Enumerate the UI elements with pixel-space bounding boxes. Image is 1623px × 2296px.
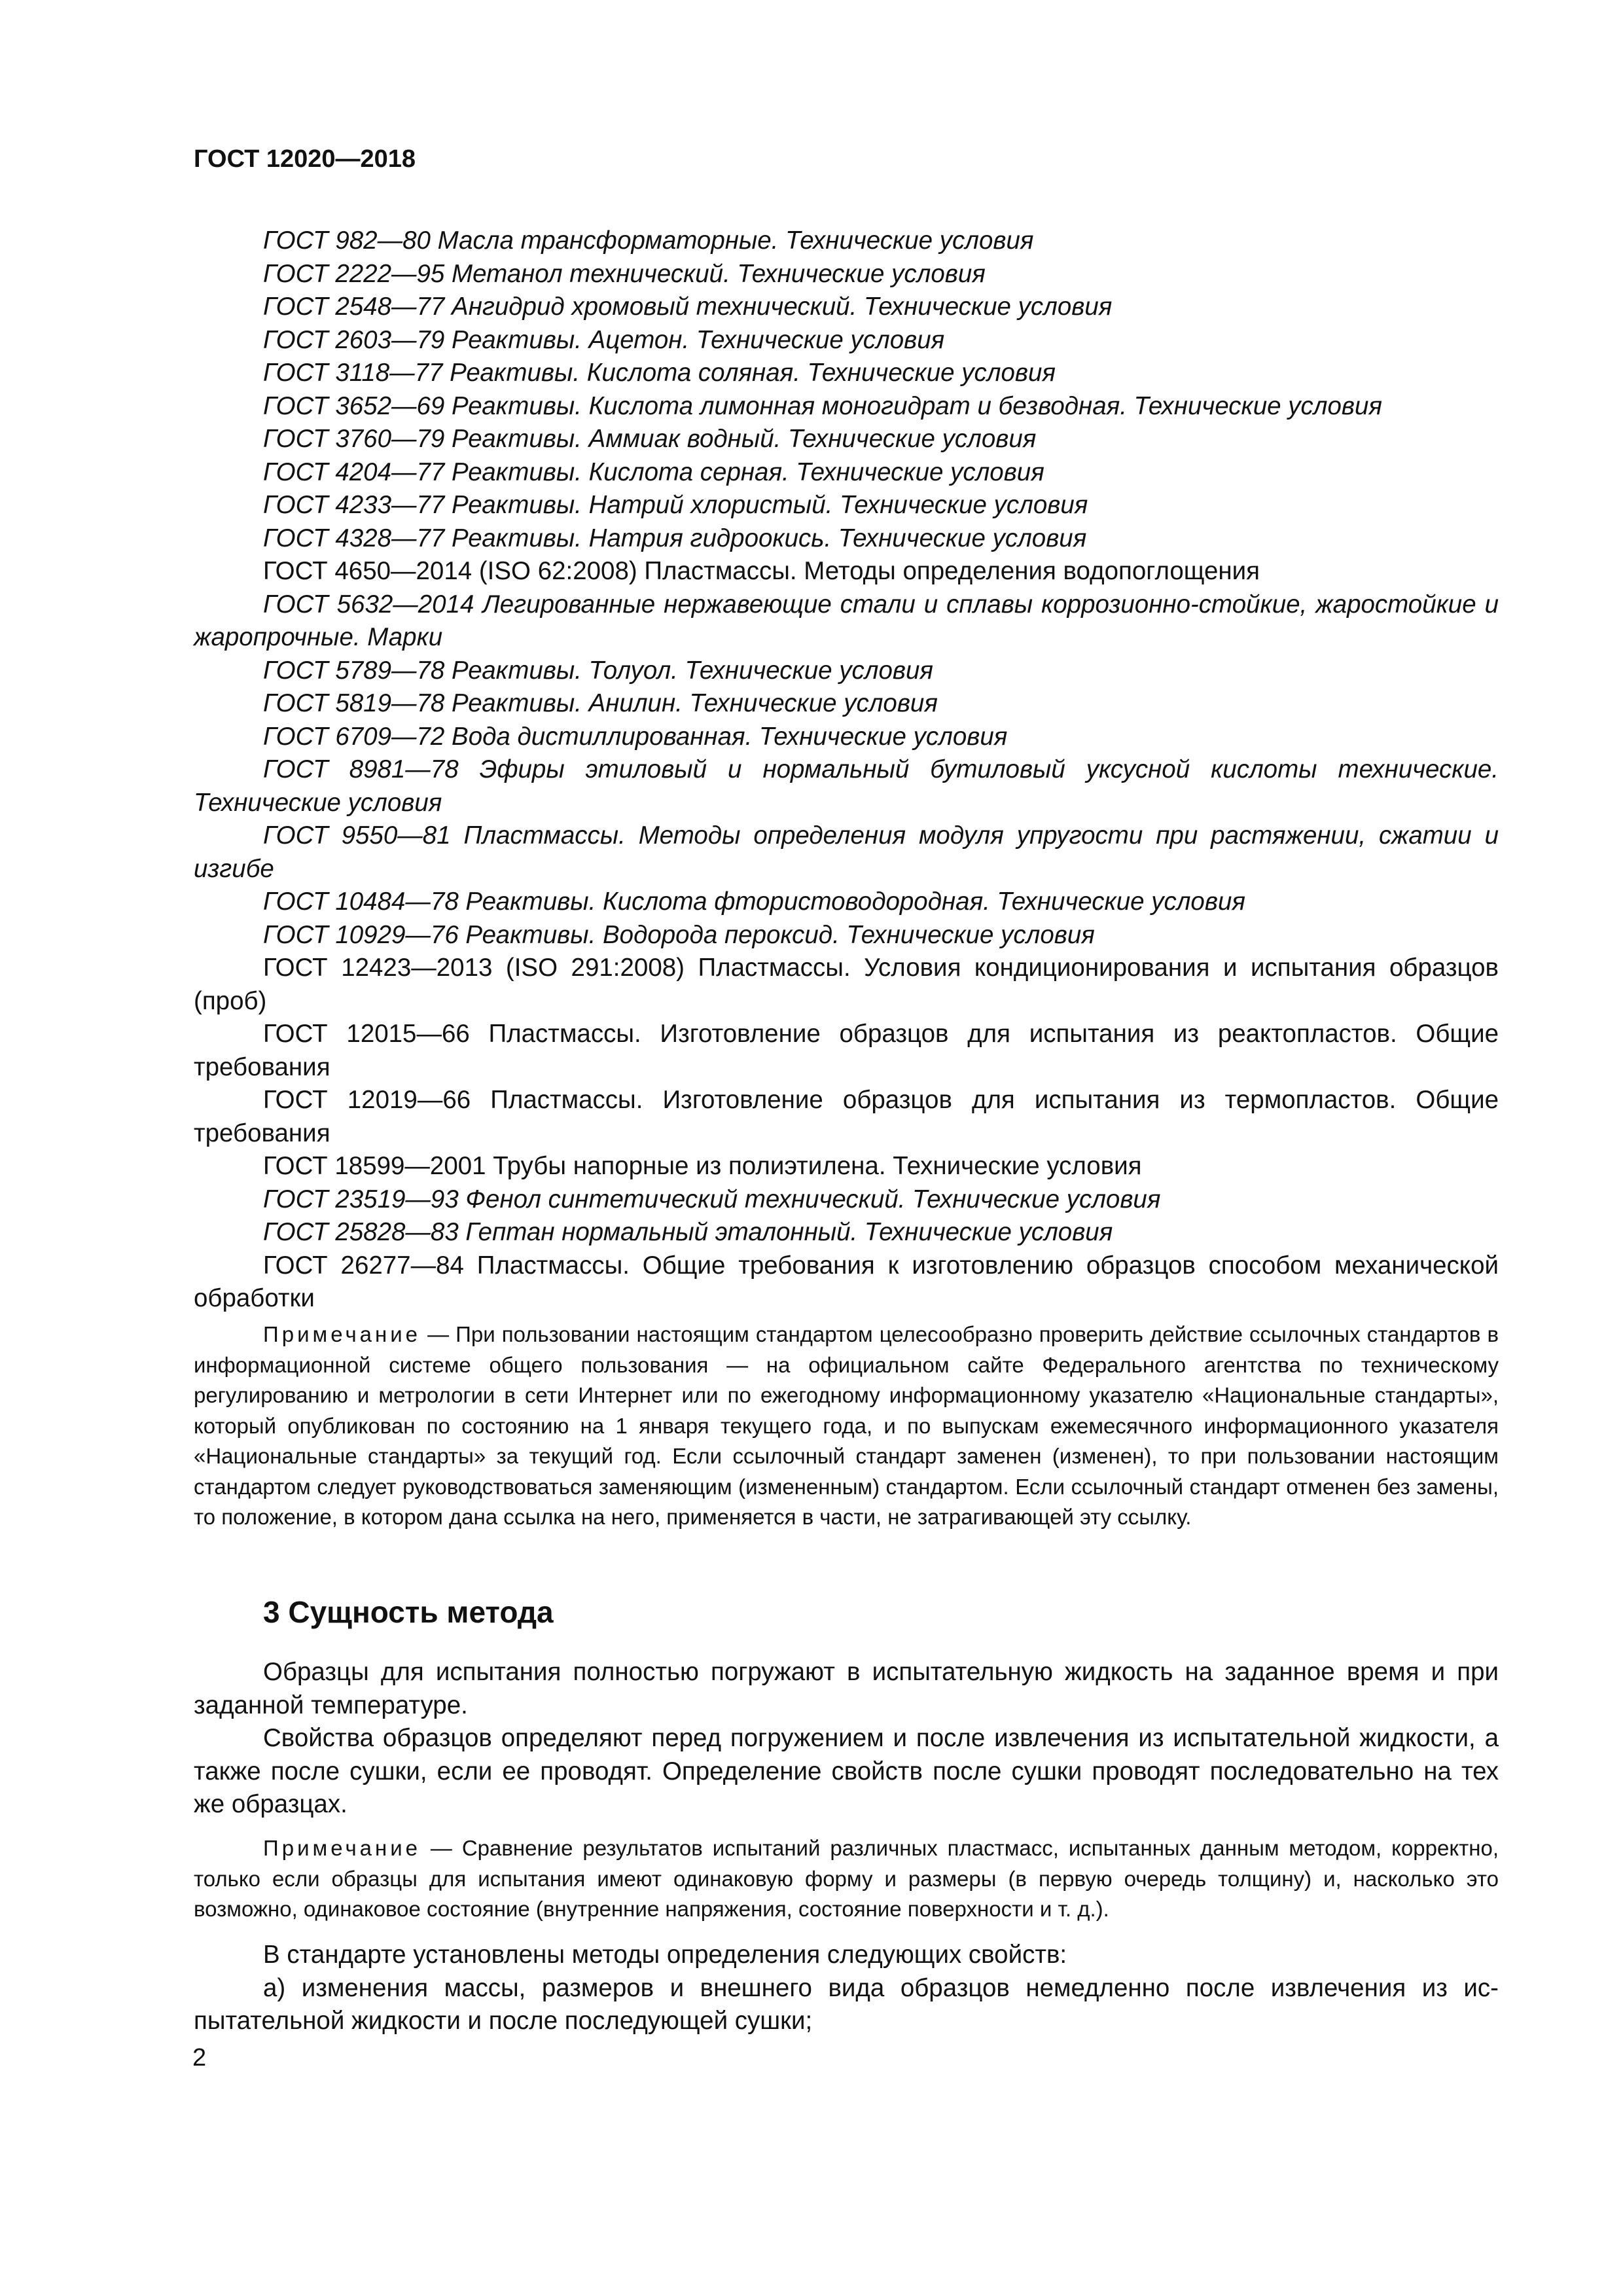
body-paragraph: Свойства образцов определяют перед погружением и после извлечения из испытательной жидкости, а также после сушки, если ее проводят. Определение свойств после сушки проводят последовательно на тех же образцах.: [194, 1724, 1499, 1818]
reference-item: ГОСТ 4328—77 Реактивы. Натрия гидроокись. Технические условия: [263, 524, 1087, 552]
reference-item: ГОСТ 18599—2001 Трубы напорные из полиэтилена. Технические условия: [263, 1152, 1142, 1180]
note-text: — Сравнение результатов испытаний различных пластмасс, испытанных данным методом, корректно, только если образцы для испытания имеют одинаковую форму и размеры (в первую очередь толщину) и, насколько это возможно, одинаковое состояние (внутренние напряжения, состояние поверхности и т. д.).: [194, 1836, 1499, 1921]
reference-item: ГОСТ 5632—2014 Легированные нержавеющие стали и сплавы коррозионно-стойкие, жаростойкие и жаропрочные. Марки: [194, 590, 1499, 651]
reference-item: ГОСТ 8981—78 Эфиры этиловый и нормальный бутиловый уксусной кислоты технические. Технические условия: [194, 755, 1499, 817]
reference-item: ГОСТ 12019—66 Пластмассы. Изготовление образцов для испытания из термопластов. Общие требования: [194, 1086, 1499, 1147]
section-heading: 3 Сущность метода: [263, 1595, 554, 1629]
reference-item: ГОСТ 25828—83 Гептан нормальный эталонный. Технические условия: [263, 1218, 1113, 1246]
note-label: Примечание: [263, 1322, 421, 1346]
reference-item: ГОСТ 4233—77 Реактивы. Натрий хлористый. Технические условия: [263, 491, 1088, 519]
reference-item: ГОСТ 12015—66 Пластмассы. Изготовление образцов для испытания из реактопластов. Общие требования: [194, 1020, 1499, 1081]
reference-item: ГОСТ 2548—77 Ангидрид хромовый технический. Технические условия: [263, 293, 1113, 321]
section-body-continued: [194, 1939, 1499, 2038]
reference-item: ГОСТ 10484—78 Реактивы. Кислота фтористоводородная. Технические условия: [263, 888, 1245, 916]
note-label: Примечание: [263, 1836, 421, 1860]
reference-item: ГОСТ 23519—93 Фенол синтетический технический. Технические условия: [263, 1185, 1161, 1213]
note-paragraph: [194, 1319, 1499, 1533]
body-paragraph: Образцы для испытания полностью погружают в испытательную жидкость на заданное время и при заданной температуре.: [194, 1658, 1499, 1719]
reference-item: ГОСТ 9550—81 Пластмассы. Методы определения модуля упругости при растяжении, сжатии и изгибе: [194, 821, 1499, 883]
reference-item: ГОСТ 3652—69 Реактивы. Кислота лимонная моногидрат и безводная. Технические условия: [263, 391, 1382, 420]
reference-item: ГОСТ 26277—84 Пластмассы. Общие требования к изготовлению образцов способом механической обработки: [194, 1251, 1499, 1312]
reference-item: ГОСТ 3118—77 Реактивы. Кислота соляная. Технические условия: [263, 359, 1056, 387]
reference-item: ГОСТ 12423—2013 (ISO 291:2008) Пластмассы. Условия кондиционирования и испытания образцов (проб): [194, 954, 1499, 1015]
method-note: [194, 1833, 1499, 1925]
reference-item: ГОСТ 10929—76 Реактивы. Водорода пероксид. Технические условия: [263, 920, 1095, 949]
note-text: — При пользовании настоящим стандартом целесообразно проверить действие ссылочных стандартов в информационной системе общего пользования — на официальном сайте Федерального агентства по техническому регулированию и метрологии в сети Интернет или по ежегодному информационному указателю «Национальные стандарты», который опубликован по состоянию на 1 января текущего года, и по выпускам ежемесячного информационного указателя «Национальные стандарты» за текущий год. Если ссылочный стандарт заменен (изменен), то при пользовании настоящим стандартом следует руководствоваться заменяющим (измененным) стандартом. Если ссылочный стандарт отменен без замены, то положение, в котором дана ссылка на него, применяется в части, не затрагивающей эту ссылку.: [194, 1322, 1499, 1529]
normative-references-list: [194, 224, 1499, 1316]
reference-item: ГОСТ 6709—72 Вода дистиллированная. Технические условия: [263, 722, 1008, 751]
page-number: 2: [192, 2044, 207, 2072]
reference-item: ГОСТ 3760—79 Реактивы. Аммиак водный. Технические условия: [263, 425, 1037, 453]
reference-item: ГОСТ 2603—79 Реактивы. Ацетон. Технические условия: [263, 325, 945, 354]
reference-item: ГОСТ 2222—95 Метанол технический. Технические условия: [263, 259, 986, 288]
body-paragraph: В стандарте установлены методы определения следующих свойств:: [263, 1941, 1067, 1969]
note-paragraph: [194, 1833, 1499, 1925]
reference-item: ГОСТ 4650—2014 (ISO 62:2008) Пластмассы. Методы определения водопоглощения: [263, 557, 1260, 585]
list-item: а) изменения массы, размеров и внешнего вида образцов немедленно после извлечения из испытательной жидкости и после последующей сушки;: [194, 1973, 1499, 2035]
reference-item: ГОСТ 5789—78 Реактивы. Толуол. Технические условия: [263, 656, 933, 685]
reference-item: ГОСТ 4204—77 Реактивы. Кислота серная. Технические условия: [263, 457, 1044, 486]
document-header: ГОСТ 12020—2018: [194, 145, 416, 173]
references-note: [194, 1319, 1499, 1533]
section-body: [194, 1656, 1499, 1821]
reference-item: ГОСТ 5819—78 Реактивы. Анилин. Технические условия: [263, 689, 938, 717]
reference-item: ГОСТ 982—80 Масла трансформаторные. Технические условия: [263, 226, 1034, 255]
